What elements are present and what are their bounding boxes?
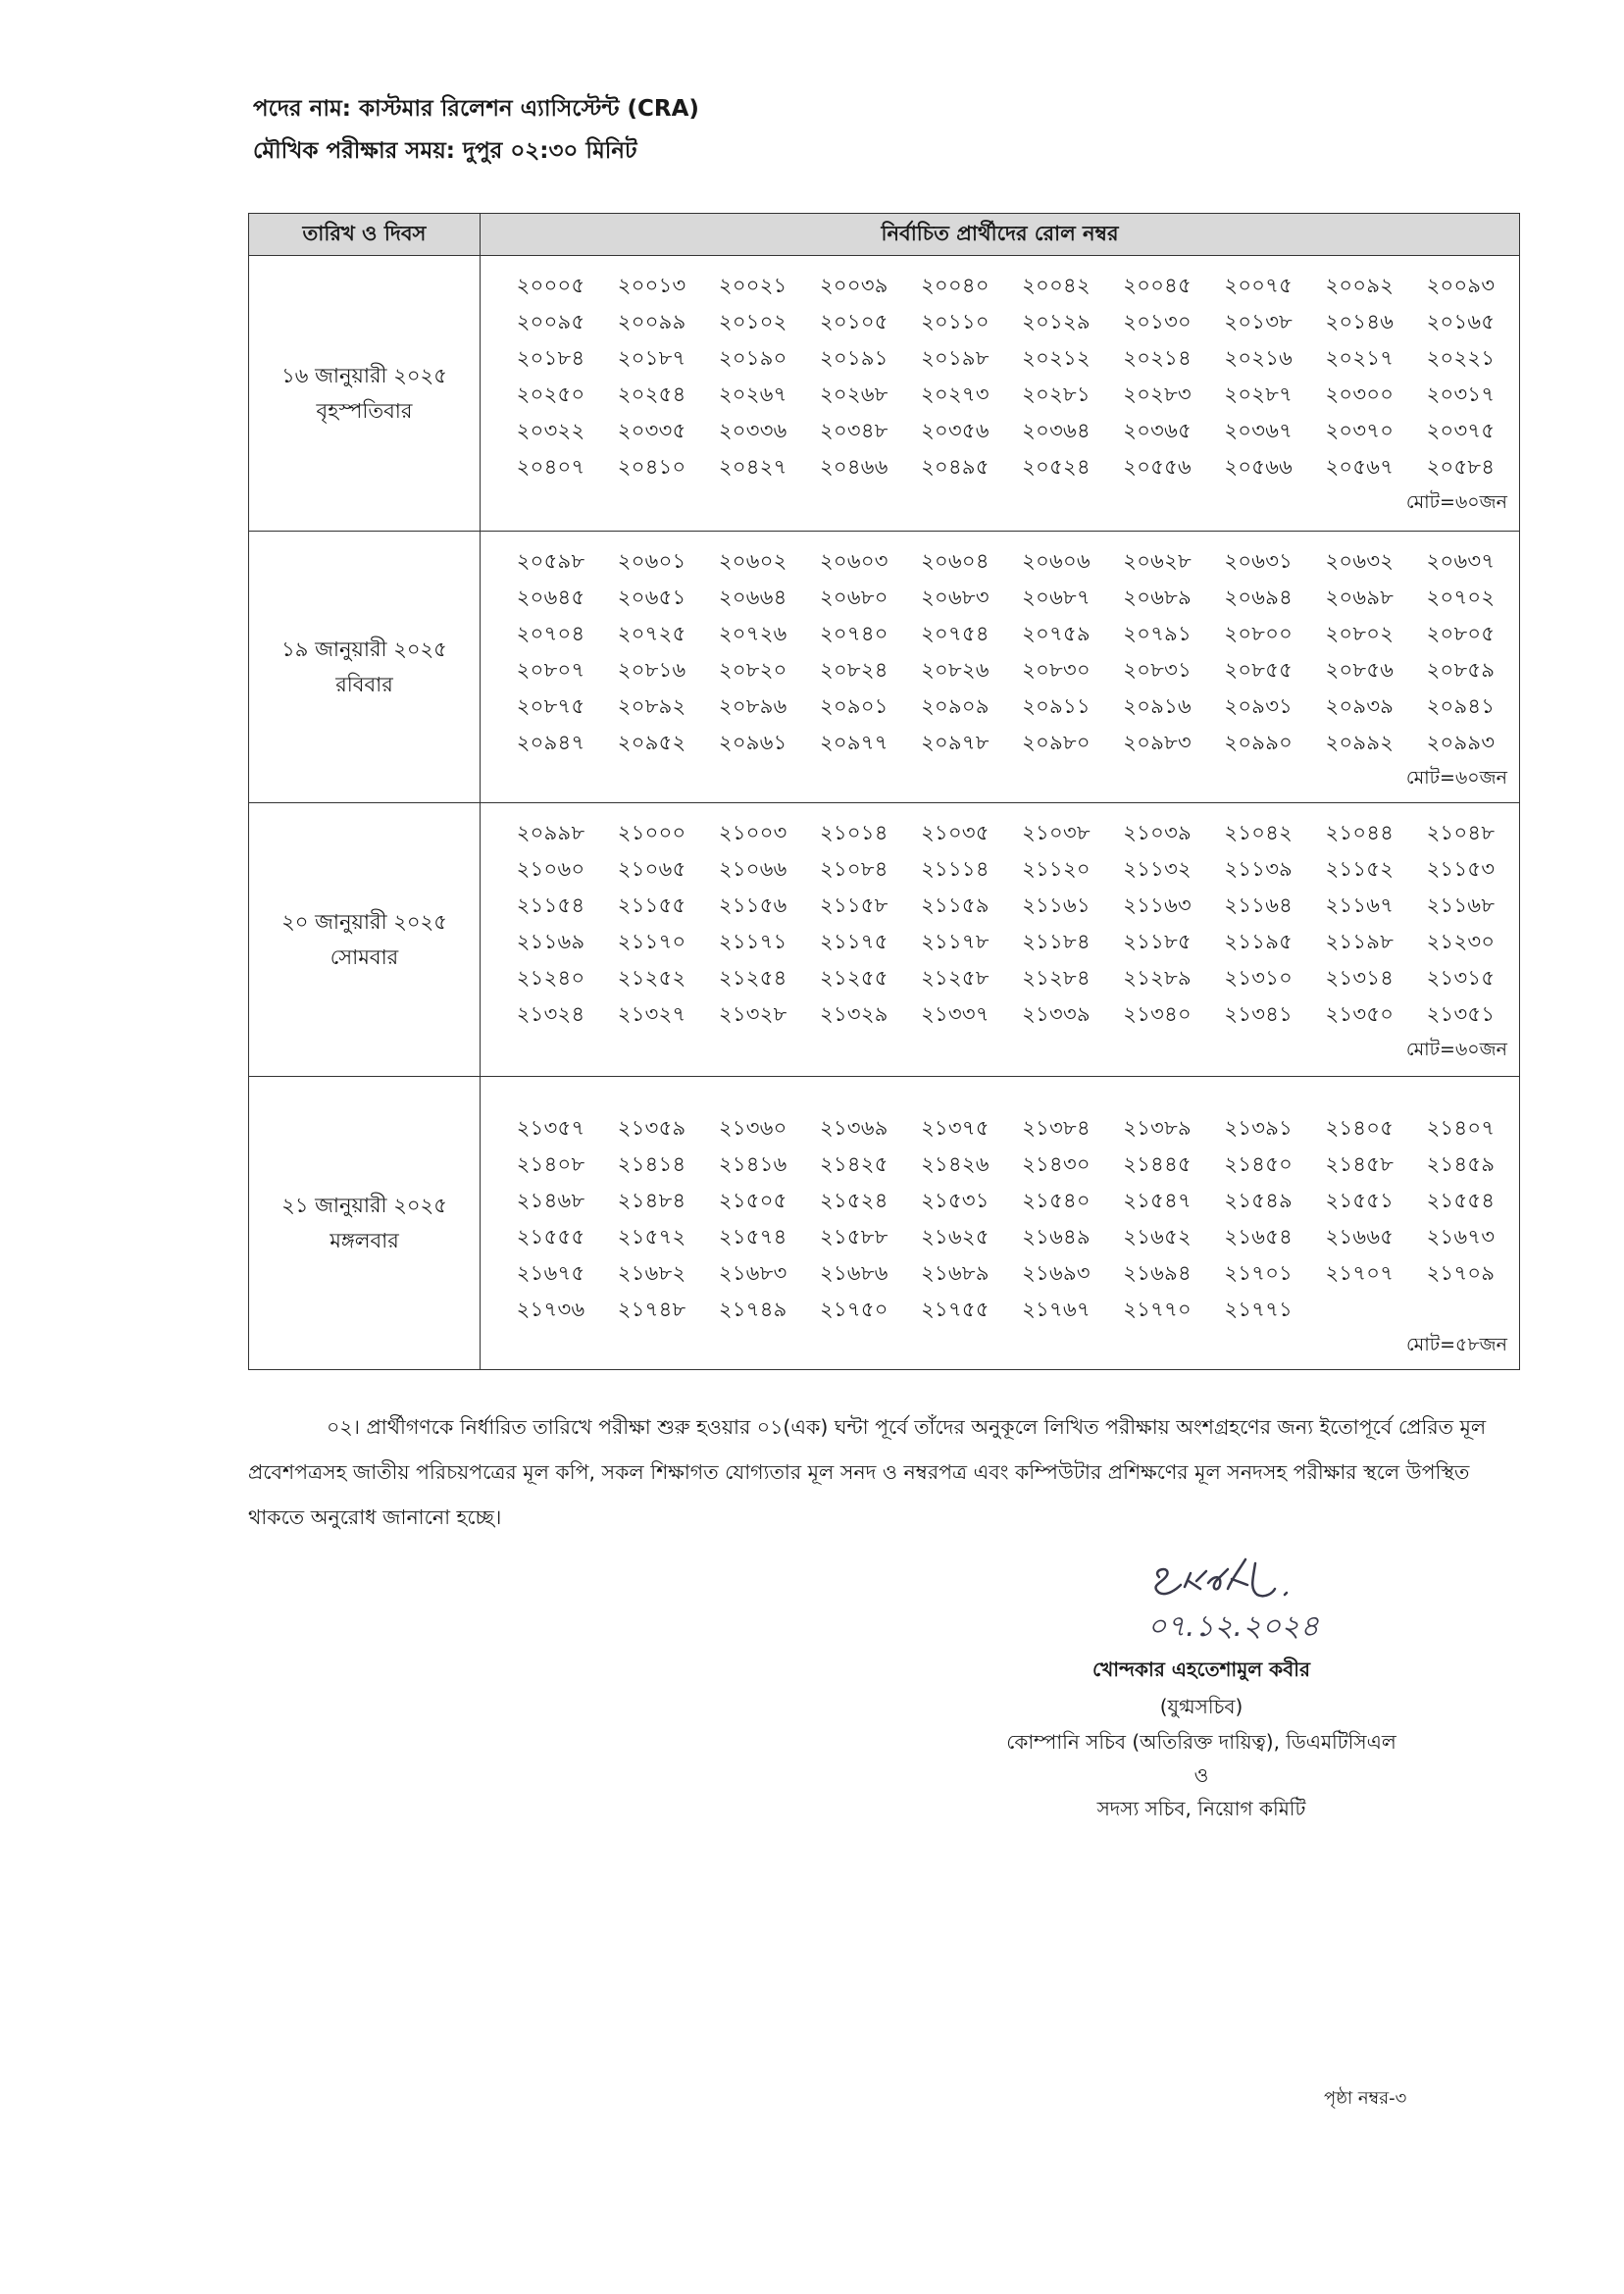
roll-number: ২০২৮৭ [1224,382,1294,406]
roll-number: ২১২৫৮ [921,966,990,990]
roll-number: ২০২৬৭ [718,382,787,406]
roll-number: ২১০৮৪ [819,857,888,881]
roll-number: ২১৬৮৬ [819,1261,888,1285]
post-name-heading: পদের নাম: কাস্টমার রিলেশন এ্যাসিস্টেন্ট (CRA) [253,96,699,122]
roll-number: ২১৩২৪ [516,1002,585,1026]
viva-time-heading: মৌখিক পরীক্ষার সময়: দুপুর ০২:৩০ মিনিট [253,138,637,164]
roll-number: ২১৪২৬ [921,1152,990,1176]
roll-number: ২০৩৬৭ [1224,419,1294,442]
roll-number: ২০৬৬৪ [718,586,787,609]
roll-number: ২১৩৫৯ [617,1116,686,1140]
roll-number: ২০৯৫২ [617,731,686,754]
roll-number: ২০৯০১ [819,694,888,718]
roll-numbers-cell [481,1077,1520,1370]
roll-number: ২১১৭১ [718,930,787,953]
roll-number: ২০৮৫৯ [1426,658,1496,682]
roll-number: ২১১৬৪ [1224,893,1294,917]
roll-number: ২১০৪২ [1224,821,1294,844]
roll-number: ২১৬৫৪ [1224,1225,1294,1249]
date-cell [249,1077,481,1370]
signatory-conjunction: ও [1193,1763,1209,1787]
roll-number: ২০১৪৬ [1325,310,1395,333]
roll-number: ২০১১০ [921,310,990,333]
roll-number: ২০৩৬৫ [1123,419,1193,442]
roll-number: ২০২৭৩ [921,382,990,406]
roll-number: ২১৪০৭ [1426,1116,1496,1140]
roll-number: ২১৭৪৯ [718,1298,787,1321]
table-row [249,532,1520,803]
roll-number: ২১০৪৪ [1325,821,1395,844]
roll-number: ২১০৩৯ [1123,821,1192,844]
row-total: মোট=৬০জন [1405,767,1507,789]
roll-number: ২০০০৫ [516,274,585,297]
roll-number: ২১১৫৬ [718,893,787,917]
row-total: মোট=৬০জন [1405,491,1507,513]
roll-number: ২১২৫২ [617,966,686,990]
roll-number: ২১৫৫৫ [516,1225,585,1249]
roll-number: ২০৫৬৭ [1325,455,1395,479]
roll-number: ২০৪২৭ [718,455,787,479]
roll-number: ২১৭৬৭ [1022,1298,1091,1321]
roll-number: ২০৫৯৮ [516,549,585,573]
roll-number: ২১৫৪৯ [1224,1189,1294,1212]
handwritten-date: ০৭.১২.২০২৪ [1147,1609,1320,1644]
roll-number: ২০৬৮০ [819,586,888,609]
roll-number: ২১৬৮২ [617,1261,686,1285]
roll-number: ২০৯৯৩ [1426,731,1496,754]
roll-number: ২১৩৭৫ [921,1116,990,1140]
roll-number: ২১৪০৫ [1325,1116,1395,1140]
roll-number: ২০২১৪ [1123,346,1192,370]
roll-number: ২০৩৩৫ [617,419,686,442]
roll-number: ২১১৯৮ [1325,930,1395,953]
roll-number: ২১৭৪৮ [617,1298,686,1321]
roll-number: ২১১২০ [1022,857,1091,881]
roll-number: ২০২৮৩ [1123,382,1193,406]
roll-number: ২০১২৯ [1022,310,1091,333]
roll-number: ২১০৬৫ [617,857,686,881]
roll-number: ২০২৮১ [1022,382,1091,406]
roll-number: ২১৭০৯ [1426,1261,1496,1285]
roll-number: ২১১৬৮ [1426,893,1496,917]
roll-number: ২০৯৭৭ [819,731,888,754]
roll-number: ২০৮২০ [718,658,787,682]
roll-number: ২০৬৮৭ [1022,586,1091,609]
roll-number: ২১৫৫১ [1325,1189,1395,1212]
roll-number: ২১৪৬৮ [516,1189,585,1212]
roll-number: ২১৭৭০ [1123,1298,1193,1321]
roll-number: ২১৪৮৪ [617,1189,686,1212]
exam-date: ২১ জানুয়ারী ২০২৫ [281,1194,447,1217]
roll-number: ২১৩৪০ [1123,1002,1192,1026]
roll-number: ২০৪০৭ [516,455,585,479]
roll-number: ২০৮৫৬ [1325,658,1395,682]
roll-number: ২০৬৮৯ [1123,586,1192,609]
roll-number: ২১৩১৪ [1325,966,1395,990]
roll-numbers-column-header: নির্বাচিত প্রার্থীদের রোল নম্বর [481,214,1520,256]
roll-number: ২০১৯১ [819,346,888,370]
roll-number: ২০২১৬ [1224,346,1294,370]
roll-number: ২০৭০২ [1426,586,1496,609]
date-day-column-header: তারিখ ও দিবস [249,214,481,256]
exam-date: ২০ জানুয়ারী ২০২৫ [281,910,447,934]
roll-number: ২১৩৩৯ [1022,1002,1091,1026]
roll-number: ২১৩৩৭ [921,1002,990,1026]
roll-number: ২১৫৩১ [921,1189,990,1212]
roll-number: ২০৩৩৬ [718,419,787,442]
roll-number: ২১৪১৬ [718,1152,787,1176]
roll-number: ২০১০২ [718,310,787,333]
roll-number: ২১১৬৭ [1325,893,1395,917]
roll-number: ২১৩২৮ [718,1002,787,1026]
roll-number: ২০৭২৫ [617,622,686,645]
roll-number: ২০৯৯২ [1325,731,1395,754]
roll-number: ২০৬০৩ [819,549,888,573]
table-header-row [249,214,1520,256]
instruction-paragraph: ০২। প্রার্থীগণকে নির্ধারিত তারিখে পরীক্ষা শুরু হওয়ার ০১(এক) ঘন্টা পূর্বে তাঁদের অনুকূলে লিখিত পরীক্ষায় অংশগ্রহণের জন্য ইতোপূর্বে প্রেরিত মূল প্রবেশপত্রসহ জাতীয় পরিচয়পত্রের মূল কপি, সকল শিক্ষাগত যোগ্যতার মূল সনদ ও নম্বরপত্র এবং কম্পিউটার প্রশিক্ষণের মূল সনদসহ পরীক্ষার স্থলে উপস্থিত থাকতে অনুরোধ জানানো হচ্ছে। [248,1415,1487,1529]
roll-number: ২০৭৯১ [1123,622,1192,645]
roll-number: ২০৪৯৫ [921,455,990,479]
roll-number: ২০৫৫৬ [1123,455,1192,479]
roll-number: ২০৮৩১ [1123,658,1192,682]
roll-number: ২১১১৪ [921,857,990,881]
roll-number: ২০৬৩২ [1325,549,1395,573]
roll-number: ২১৭৫৫ [921,1298,990,1321]
roll-number: ২১০০৩ [718,821,787,844]
roll-number: ২০৬০১ [617,549,686,573]
roll-number: ২০০৯৯ [617,310,686,333]
roll-number: ২০৮৫৫ [1224,658,1294,682]
roll-number: ২০৮০৫ [1426,622,1496,645]
roll-number: ২০৯৯৮ [516,821,585,844]
roll-number: ২১৫৭৪ [718,1225,787,1249]
roll-number: ২১৭৭১ [1224,1298,1294,1321]
roll-number: ২১৩১০ [1224,966,1294,990]
roll-number: ২১১৮৪ [1022,930,1091,953]
signatory-role-member-secretary: সদস্য সচিব, নিয়োগ কমিটি [1096,1797,1306,1820]
roll-number: ২১১৭০ [617,930,686,953]
exam-day: মঙ্গলবার [330,1229,399,1252]
date-cell [249,256,481,532]
roll-number: ২০২১২ [1022,346,1091,370]
roll-number: ২১১৬১ [1022,893,1091,917]
roll-number: ২১৪২৫ [819,1152,888,1176]
roll-number: ২০০৪৫ [1123,274,1192,297]
roll-number: ২১৩৪১ [1224,1002,1294,1026]
roll-number: ২০৬৯৮ [1325,586,1395,609]
roll-number: ২১৩৬০ [718,1116,787,1140]
roll-number-table [248,213,1520,1370]
roll-number: ২০৯৭৮ [921,731,990,754]
roll-number: ২০১৬৫ [1426,310,1496,333]
table-row [249,803,1520,1077]
roll-number: ২১৭৫০ [819,1298,888,1321]
roll-number: ২০১৩৮ [1224,310,1294,333]
roll-number: ২০৬২৮ [1123,549,1193,573]
roll-number: ২১২৪০ [516,966,585,990]
roll-number: ২০৯১৬ [1123,694,1192,718]
signatory-name: খোন্দকার এহতেশামুল কবীর [1091,1657,1311,1681]
roll-number-grid [504,1110,1507,1328]
roll-number: ২০৭৪০ [819,622,888,645]
roll-number: ২১৬৭৫ [516,1261,585,1285]
exam-date: ১৬ জানুয়ারী ২০২৫ [281,364,447,387]
roll-numbers-cell [481,256,1520,532]
roll-number: ২০৯৬১ [718,731,787,754]
roll-number: ২০০৯৫ [516,310,585,333]
row-total: মোট=৫৮জন [1405,1334,1507,1355]
roll-number: ২০৮২৪ [819,658,888,682]
roll-number: ২০৩৭০ [1325,419,1395,442]
roll-number: ২১২৮৯ [1123,966,1192,990]
roll-number: ২১৬৫২ [1123,1225,1192,1249]
roll-number: ২০৫৬৬ [1224,455,1294,479]
roll-number: ২১৪৪৫ [1123,1152,1192,1176]
signatory-role-company-secretary: কোম্পানি সচিব (অতিরিক্ত দায়িত্ব), ডিএমটিসিএল [1006,1730,1396,1754]
roll-number: ২১৫৭২ [617,1225,686,1249]
roll-number: ২০৮৭৫ [516,694,585,718]
roll-number: ২০০৯২ [1325,274,1395,297]
roll-numbers-cell [481,803,1520,1077]
roll-number: ২০৯৮০ [1022,731,1091,754]
roll-number: ২০৬৫১ [617,586,686,609]
roll-number: ২১১৭৫ [819,930,888,953]
roll-number: ২০৩২২ [516,419,585,442]
roll-number: ২১৫৫৪ [1426,1189,1496,1212]
roll-number: ২১৩৮৯ [1123,1116,1192,1140]
roll-number: ২০৬০৬ [1022,549,1091,573]
roll-number: ২০৬৮৩ [921,586,990,609]
exam-day: সোমবার [330,945,399,969]
roll-number: ২১১৫৩ [1426,857,1496,881]
roll-number: ২০৭৫৯ [1022,622,1091,645]
roll-number-grid [504,543,1507,761]
roll-number: ২০৭২৬ [718,622,787,645]
roll-number: ২১৩৫৭ [516,1116,585,1140]
roll-number: ২১১৭৮ [921,930,990,953]
roll-number: ২১৫২৪ [819,1189,888,1212]
roll-number: ২১২৫৫ [819,966,888,990]
roll-number: ২১৬৯৩ [1022,1261,1091,1285]
roll-number: ২১০৪৮ [1426,821,1496,844]
roll-number: ২০৪৬৬ [819,455,888,479]
roll-number: ২১০৬০ [516,857,585,881]
roll-number: ২১১৩২ [1123,857,1192,881]
roll-number: ২০১৯৮ [921,346,990,370]
roll-number: ২১৫৪৭ [1123,1189,1192,1212]
roll-number: ২১০৩৫ [921,821,990,844]
roll-number: ২০১০৫ [819,310,888,333]
roll-number: ২১১৫৮ [820,893,888,917]
roll-number: ২১২৩০ [1426,930,1496,953]
roll-number: ২১৪৫৮ [1325,1152,1395,1176]
roll-number: ২০২৬৮ [819,382,888,406]
roll-number: ২১০৩৮ [1022,821,1091,844]
roll-number: ২০৫৮৪ [1426,455,1496,479]
roll-number: ২১১৩৯ [1224,857,1294,881]
roll-number: ২১১৯৫ [1224,930,1294,953]
roll-number: ২০২৫০ [516,382,585,406]
roll-number: ২১৪৩০ [1022,1152,1091,1176]
roll-number: ২১৫০৫ [718,1189,787,1212]
roll-number: ২০৬০২ [718,549,787,573]
roll-number: ২০৮১৬ [617,658,686,682]
roll-number: ২০৮০০ [1224,622,1294,645]
roll-number: ২০৩১৭ [1426,382,1496,406]
roll-number: ২০২১৭ [1325,346,1395,370]
roll-number: ২১৬২৫ [921,1225,990,1249]
date-cell [249,803,481,1077]
roll-number: ২০৬০৪ [921,549,990,573]
roll-number: ২১০৬৬ [718,857,787,881]
roll-number: ২০৮৯২ [617,694,686,718]
roll-number: ২১১৮৫ [1123,930,1192,953]
roll-number: ২০০৪০ [921,274,990,297]
roll-number: ২১৩২৯ [819,1002,888,1026]
roll-number: ২১৩৫১ [1426,1002,1496,1026]
exam-day: রবিবার [335,673,393,696]
exam-date: ১৯ জানুয়ারী ২০২৫ [281,637,447,661]
roll-number: ২১৬৯৪ [1123,1261,1192,1285]
roll-number: ২১৩১৫ [1426,966,1496,990]
page-number: পৃষ্ঠা নম্বর-৩ [1324,2088,1407,2109]
roll-number: ২১৩২৭ [617,1002,686,1026]
roll-number: ২০০৪২ [1022,274,1091,297]
roll-number: ২১২৮৪ [1022,966,1091,990]
roll-number: ২০৮৩০ [1022,658,1091,682]
roll-number: ২১৩৫০ [1325,1002,1395,1026]
roll-number: ২০৬৩৭ [1426,549,1496,573]
roll-number: ২১১৫৫ [617,893,686,917]
roll-number: ২০৫২৪ [1022,455,1091,479]
roll-number: ২০৮০২ [1325,622,1395,645]
roll-number: ২০৩৪৮ [819,419,888,442]
roll-numbers-cell [481,532,1520,803]
roll-number: ২০০১৩ [617,274,686,297]
roll-number: ২০১৯০ [718,346,787,370]
roll-number: ২০৯০৯ [921,694,990,718]
roll-number: ২১৩৬৯ [819,1116,888,1140]
roll-number-grid [504,268,1507,485]
roll-number: ২০৩৫৬ [921,419,990,442]
roll-number: ২১১৫৪ [516,893,585,917]
roll-number: ২০৮০৭ [516,658,585,682]
roll-number: ২০৩০০ [1325,382,1395,406]
roll-number: ২০৮৯৬ [718,694,787,718]
roll-number: ২০২৫৪ [617,382,686,406]
roll-number: ২১১৬৩ [1123,893,1192,917]
roll-number: ২০৯৮৩ [1123,731,1192,754]
roll-number: ২০৯১১ [1022,694,1091,718]
roll-number: ২১১৫৯ [921,893,990,917]
roll-number: ২১৭৩৬ [516,1298,585,1321]
table-body [249,256,1520,1370]
roll-number: ২১১৫২ [1325,857,1395,881]
roll-number: ২১৬৬৫ [1325,1225,1395,1249]
roll-number: ২০৯৩১ [1224,694,1294,718]
table-row [249,1077,1520,1370]
roll-number: ২০০৯৩ [1426,274,1496,297]
roll-number: ২১২৫৪ [718,966,787,990]
roll-number: ২০৪১০ [617,455,686,479]
roll-number: ২০২২১ [1426,346,1496,370]
handwritten-signature [1138,1550,1393,1652]
roll-number: ২০৩৭৫ [1426,419,1496,442]
roll-number: ২০৬৩১ [1224,549,1294,573]
roll-number: ২১১৬৯ [516,930,585,953]
roll-number: ২১৪০৮ [516,1152,585,1176]
roll-number: ২১৪৫০ [1224,1152,1294,1176]
roll-number: ২০৯৪১ [1426,694,1496,718]
roll-number: ২১৬৮৯ [921,1261,990,1285]
roll-number: ২০৭০৪ [516,622,585,645]
roll-number: ২০৯৩৯ [1325,694,1395,718]
roll-number: ২১৫৮৮ [820,1225,888,1249]
roll-number: ২০১৮৭ [617,346,686,370]
roll-number: ২০৭৫৪ [921,622,990,645]
roll-number: ২০৯৪৭ [516,731,585,754]
roll-number: ২১৭০১ [1224,1261,1294,1285]
exam-day: বৃহস্পতিবার [316,399,413,423]
signatory-designation: (যুগ্মসচিব) [1159,1695,1243,1718]
roll-number: ২১৬৪৯ [1022,1225,1091,1249]
date-cell [249,532,481,803]
roll-number: ২০৬৪৫ [516,586,585,609]
roll-number: ২০০৭৫ [1224,274,1294,297]
roll-number: ২০৮২৬ [921,658,990,682]
roll-number: ২১০১৪ [819,821,888,844]
roll-number: ২০১৩০ [1123,310,1193,333]
roll-number-grid [504,815,1507,1033]
roll-number: ২১৭০৭ [1325,1261,1395,1285]
roll-number: ২১৪৫৯ [1426,1152,1496,1176]
roll-number: ২১৬৭৩ [1426,1225,1496,1249]
roll-number: ২১৬৮৩ [718,1261,787,1285]
roll-number: ২০৩৬৪ [1022,419,1091,442]
roll-number: ২১০০০ [617,821,686,844]
roll-number: ২০৯৯০ [1224,731,1294,754]
roll-number: ২০০২১ [718,274,787,297]
row-total: মোট=৬০জন [1405,1039,1507,1060]
roll-number: ২০১৮৪ [516,346,585,370]
roll-number: ২১৩৯১ [1224,1116,1294,1140]
roll-number: ২১৩৮৪ [1022,1116,1091,1140]
roll-number: ২১৫৪০ [1022,1189,1091,1212]
table-row [249,256,1520,532]
roll-number: ২০০৩৯ [819,274,888,297]
roll-number: ২০৬৯৪ [1224,586,1294,609]
roll-number: ২১৪১৪ [617,1152,686,1176]
